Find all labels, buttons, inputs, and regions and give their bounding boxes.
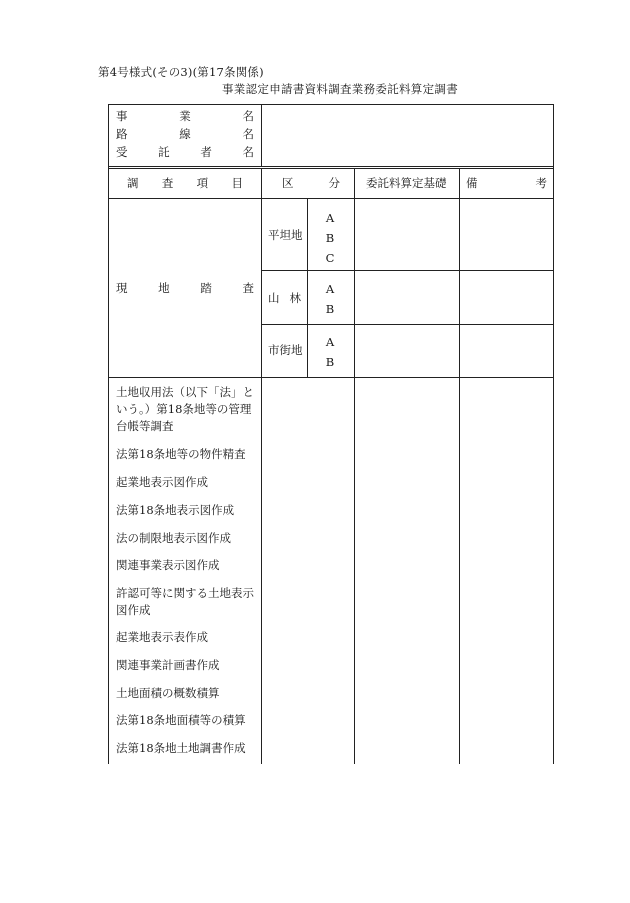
grade-c: C xyxy=(325,251,335,265)
column-header-basis: 委託料算定基礎 xyxy=(366,176,447,190)
survey-item: 土地面積の概数積算 xyxy=(116,686,220,700)
grade-b: B xyxy=(325,231,335,245)
survey-item: 法第18条地等の物件精査 xyxy=(116,447,246,461)
info-value-area xyxy=(262,105,553,166)
survey-item: 関連事業計画書作成 xyxy=(116,658,220,672)
terrain-urban: 市街地 xyxy=(268,343,303,357)
grades-flat xyxy=(320,208,340,268)
terrain-forest: 山 林 xyxy=(268,291,301,305)
info-divider xyxy=(108,166,554,167)
grade-b: B xyxy=(325,355,335,369)
field-survey-label: 現 地 踏 査 xyxy=(116,281,254,295)
form-number: 第4号様式(その3)(第17条関係) xyxy=(98,65,264,79)
route-name-label: 路 線 名 xyxy=(116,127,254,141)
contractor-name-label: 受 託 者 名 xyxy=(116,145,254,159)
survey-item: 許認可等に関する土地表示図作成 xyxy=(116,586,254,617)
survey-section-bottom xyxy=(108,377,554,378)
survey-row-divider xyxy=(261,270,554,271)
table-right-border xyxy=(553,104,554,764)
survey-item: 法の制限地表示図作成 xyxy=(116,531,231,545)
column-header-remarks: 備 考 xyxy=(466,176,547,190)
survey-item: 法第18条地土地調書作成 xyxy=(116,741,246,755)
grades-forest xyxy=(320,279,340,319)
survey-item: 法第18条地表示図作成 xyxy=(116,503,235,517)
grade-a: A xyxy=(325,335,335,349)
table-left-border xyxy=(108,104,109,764)
grade-a: A xyxy=(325,211,335,225)
grades-urban xyxy=(320,332,340,372)
basis-column-divider xyxy=(459,168,460,764)
info-divider-double xyxy=(108,168,554,169)
terrain-grade-divider xyxy=(307,198,308,377)
project-name-label: 事 業 名 xyxy=(116,109,254,123)
document-title: 事業認定申請書資料調査業務委託料算定調書 xyxy=(222,82,458,96)
terrain-flat: 平坦地 xyxy=(268,228,303,242)
grade-a: A xyxy=(325,282,335,296)
survey-item: 土地収用法（以下「法」という。）第18条地等の管理台帳等調査 xyxy=(116,385,254,433)
survey-item: 法第18条地面積等の積算 xyxy=(116,713,246,727)
grade-b: B xyxy=(325,302,335,316)
survey-item: 関連事業表示図作成 xyxy=(116,558,220,572)
header-row-bottom xyxy=(108,198,554,199)
survey-item: 起業地表示図作成 xyxy=(116,475,208,489)
survey-row-divider xyxy=(261,324,554,325)
column-header-division: 区 分 xyxy=(282,176,340,190)
item-column-divider xyxy=(261,168,262,764)
column-header-item: 調 査 項 目 xyxy=(127,176,243,190)
division-column-divider xyxy=(354,168,355,764)
survey-item: 起業地表示表作成 xyxy=(116,630,208,644)
